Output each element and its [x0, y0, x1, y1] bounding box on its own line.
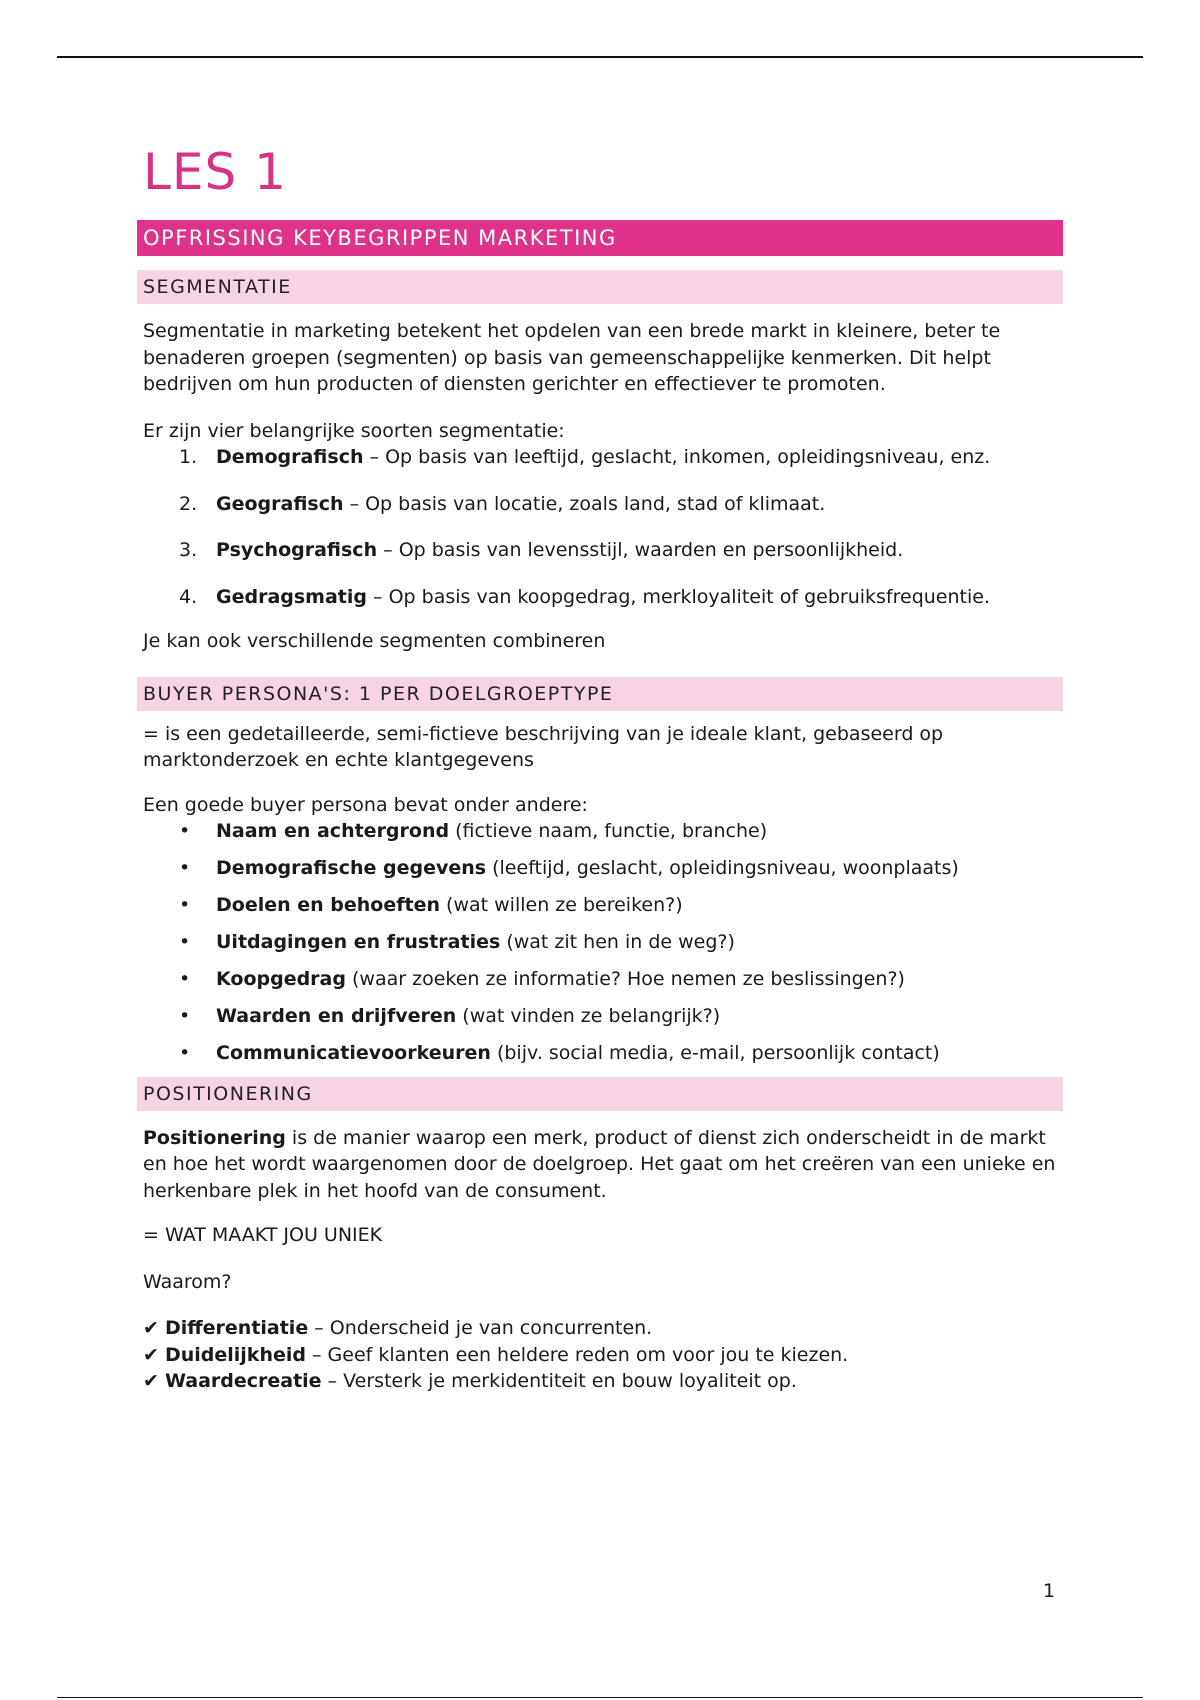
list-number: 2.: [179, 492, 198, 515]
list-text: – Op basis van locatie, zoals land, stad of klimaat.: [343, 492, 826, 515]
list-term: Naam en achtergrond: [216, 820, 450, 842]
list-text: – Op basis van levensstijl, waarden en persoonlijkheid.: [377, 539, 904, 561]
list-item: [143, 584, 1063, 611]
bullet-icon: •: [179, 894, 191, 916]
check-text: – Geef klanten een heldere reden om voor jou te kiezen.: [305, 1343, 849, 1366]
segmentatie-outro: Je kan ook verschillende segmenten combineren: [143, 630, 606, 652]
list-text: (wat zit hen in de weg?): [500, 931, 735, 953]
positionering-why: Waarom?: [143, 1270, 232, 1293]
segmentatie-heading: SEGMENTATIE: [137, 270, 1063, 304]
list-number: 3.: [179, 539, 198, 561]
persona-definition: = is een gedetailleerde, semi-fictieve beschrijving van je ideale klant, gebaseerd op marktonderzoek en echte klantgegevens: [143, 722, 944, 771]
list-text: – Op basis van leeftijd, geslacht, inkomen, opleidingsniveau, enz.: [363, 446, 991, 468]
list-text: – Op basis van koopgedrag, merkloyaliteit of gebruiksfrequentie.: [367, 585, 990, 608]
check-item: [143, 1315, 1063, 1342]
checkmark-icon: ✔: [143, 1343, 159, 1366]
list-text: (leeftijd, geslacht, opleidingsniveau, woonplaats): [486, 857, 959, 879]
list-number: 1.: [179, 446, 198, 468]
persona-list: [143, 818, 1063, 1067]
page-title: LES 1: [143, 143, 287, 201]
check-item: [143, 1342, 1063, 1369]
positionering-checklist: [143, 1315, 1063, 1395]
list-text: (wat vinden ze belangrijk?): [456, 1005, 721, 1027]
checkmark-icon: ✔: [143, 1317, 159, 1339]
page-number: 1: [1043, 1580, 1056, 1602]
list-item: [143, 818, 1063, 845]
bullet-icon: •: [179, 968, 191, 990]
bullet-icon: •: [179, 931, 191, 953]
list-item: [143, 491, 1063, 518]
list-text: (waar zoeken ze informatie? Hoe nemen ze beslissingen?): [345, 968, 905, 990]
list-term: Koopgedrag: [216, 968, 346, 990]
list-term: Waarden en drijfveren: [216, 1005, 457, 1027]
persona-heading: BUYER PERSONA'S: 1 PER DOELGROEPTYPE: [137, 677, 1063, 711]
list-term: Gedragsmatig: [216, 585, 367, 608]
list-term: Demografische gegevens: [216, 857, 487, 879]
checkmark-icon: ✔: [143, 1370, 159, 1392]
list-item: [143, 966, 1063, 993]
check-term: Waardecreatie: [164, 1370, 322, 1392]
footer-rule: [57, 1697, 1143, 1698]
list-term: Psychografisch: [216, 539, 378, 561]
check-item: [143, 1368, 1063, 1395]
list-item: [143, 444, 1063, 471]
segmentatie-lead: Er zijn vier belangrijke soorten segmentatie:: [143, 419, 565, 442]
list-term: Communicatievoorkeuren: [216, 1042, 491, 1064]
list-number: 4.: [179, 585, 198, 608]
positionering-tagline: = WAT MAAKT JOU UNIEK: [143, 1224, 383, 1246]
bullet-icon: •: [179, 857, 191, 879]
list-term: Uitdagingen en frustraties: [216, 931, 501, 953]
list-item: [143, 929, 1063, 956]
positionering-term: Positionering: [143, 1126, 286, 1149]
bullet-icon: •: [179, 1005, 191, 1027]
header-rule: [57, 56, 1143, 58]
section-heading: OPFRISSING KEYBEGRIPPEN MARKETING: [137, 220, 1063, 256]
check-term: Differentiatie: [164, 1317, 309, 1339]
positionering-intro: [143, 1125, 1063, 1205]
list-text: (bijv. social media, e-mail, persoonlijk contact): [490, 1042, 940, 1064]
list-term: Doelen en behoeften: [216, 894, 440, 916]
check-term: Duidelijkheid: [164, 1343, 306, 1366]
positionering-heading: POSITIONERING: [137, 1077, 1063, 1111]
check-text: – Onderscheid je van concurrenten.: [308, 1317, 653, 1339]
check-text: – Versterk je merkidentiteit en bouw loyaliteit op.: [321, 1370, 797, 1392]
list-term: Demografisch: [216, 446, 364, 468]
bullet-icon: •: [179, 820, 191, 842]
list-term: Geografisch: [216, 492, 344, 515]
list-item: [143, 1040, 1063, 1067]
list-item: [143, 892, 1063, 919]
bullet-icon: •: [179, 1042, 191, 1064]
list-text: (fictieve naam, functie, branche): [449, 820, 768, 842]
list-item: [143, 855, 1063, 882]
list-item: [143, 537, 1063, 564]
segmentatie-intro: Segmentatie in marketing betekent het opdelen van een brede markt in kleinere, beter te benaderen groepen (segmenten) op basis van gemeenschappelijke kenmerken. Dit helpt bedrijven om hun producten of diensten gerichter en effectiever te promoten.: [143, 320, 1001, 395]
document-body: [143, 140, 1063, 1395]
positionering-text: is de manier waarop een merk, product of dienst zich onderscheidt in de markt en hoe het wordt waargenomen door de doelgroep. Het gaat om het creëren van een unieke en herkenbare plek in het hoofd van de consument.: [143, 1126, 1056, 1202]
list-text: (wat willen ze bereiken?): [440, 894, 683, 916]
list-item: [143, 1003, 1063, 1030]
segmentatie-list: [143, 444, 1063, 610]
persona-lead: Een goede buyer persona bevat onder andere:: [143, 793, 588, 816]
